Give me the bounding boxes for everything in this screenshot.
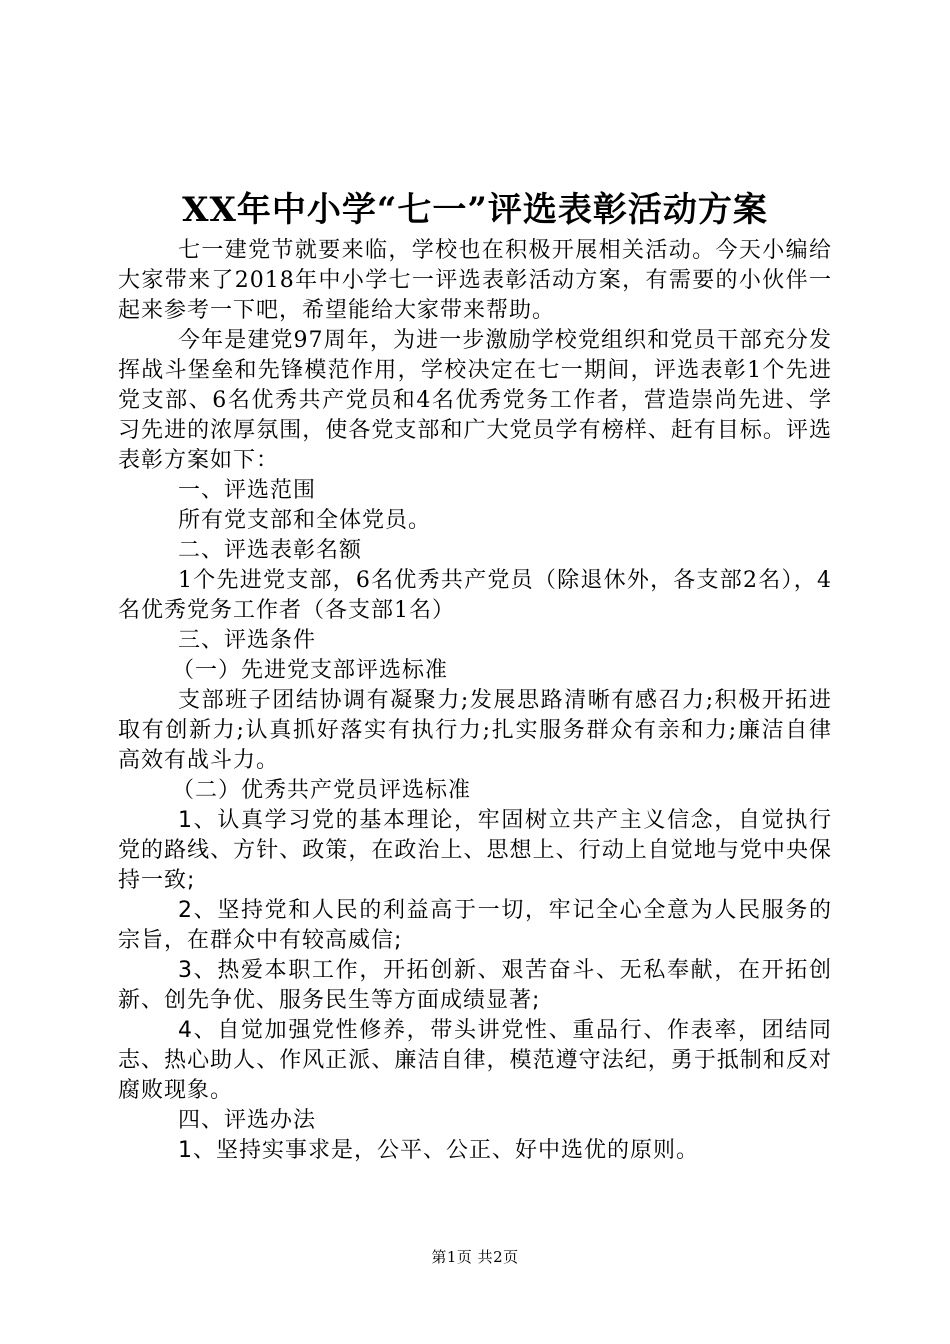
member-criteria-item: 3、热爱本职工作，开拓创新、艰苦奋斗、无私奉献，在开拓创新、创先争优、服务民生等方面成绩显著;: [118, 958, 832, 1013]
method-item: 1、坚持实事求是，公平、公正、好中选优的原则。: [178, 1138, 699, 1163]
document-body: [118, 236, 832, 1166]
section-heading-scope: 一、评选范围: [178, 478, 317, 503]
subsection-heading-branch: （一）先进党支部评选标准: [172, 658, 449, 683]
quota-paragraph: 1个先进党支部，6名优秀共产党员（除退休外，各支部2名），4名优秀党务工作者（各支部1名）: [118, 568, 832, 623]
background-paragraph: 今年是建党97周年，为进一步激励学校党组织和党员干部充分发挥战斗堡垒和先锋模范作用，学校决定在七一期间，评选表彰1个先进党支部、6名优秀共产党员和4名优秀党务工作者，营造崇尚先进、学习先进的浓厚氛围，使各党支部和广大党员学有榜样、赶有目标。评选表彰方案如下：: [118, 328, 832, 473]
scope-paragraph: 所有党支部和全体党员。: [178, 508, 432, 533]
section-heading-criteria: 三、评选条件: [178, 628, 317, 653]
subsection-heading-member: （二）优秀共产党员评选标准: [172, 778, 472, 803]
member-criteria-item: 1、认真学习党的基本理论，牢固树立共产主义信念，自觉执行党的路线、方针、政策，在政治上、思想上、行动上自觉地与党中央保持一致;: [118, 808, 832, 893]
member-criteria-item: 2、坚持党和人民的利益高于一切，牢记全心全意为人民服务的宗旨，在群众中有较高威信;: [118, 898, 832, 953]
member-criteria-item: 4、自觉加强党性修养，带头讲党性、重品行、作表率，团结同志、热心助人、作风正派、廉洁自律，模范遵守法纪，勇于抵制和反对腐败现象。: [118, 1018, 832, 1103]
document-title: XX年中小学“七一”评选表彰活动方案: [182, 190, 768, 230]
page-footer: 第1页 共2页: [431, 1248, 519, 1266]
section-heading-quota: 二、评选表彰名额: [178, 538, 363, 563]
intro-paragraph: 七一建党节就要来临，学校也在积极开展相关活动。今天小编给大家带来了2018年中小学七一评选表彰活动方案，有需要的小伙伴一起来参考一下吧，希望能给大家带来帮助。: [118, 238, 832, 323]
section-heading-method: 四、评选办法: [178, 1108, 317, 1133]
branch-criteria-paragraph: 支部班子团结协调有凝聚力;发展思路清晰有感召力;积极开拓进取有创新力;认真抓好落实有执行力;扎实服务群众有亲和力;廉洁自律高效有战斗力。: [118, 688, 832, 773]
